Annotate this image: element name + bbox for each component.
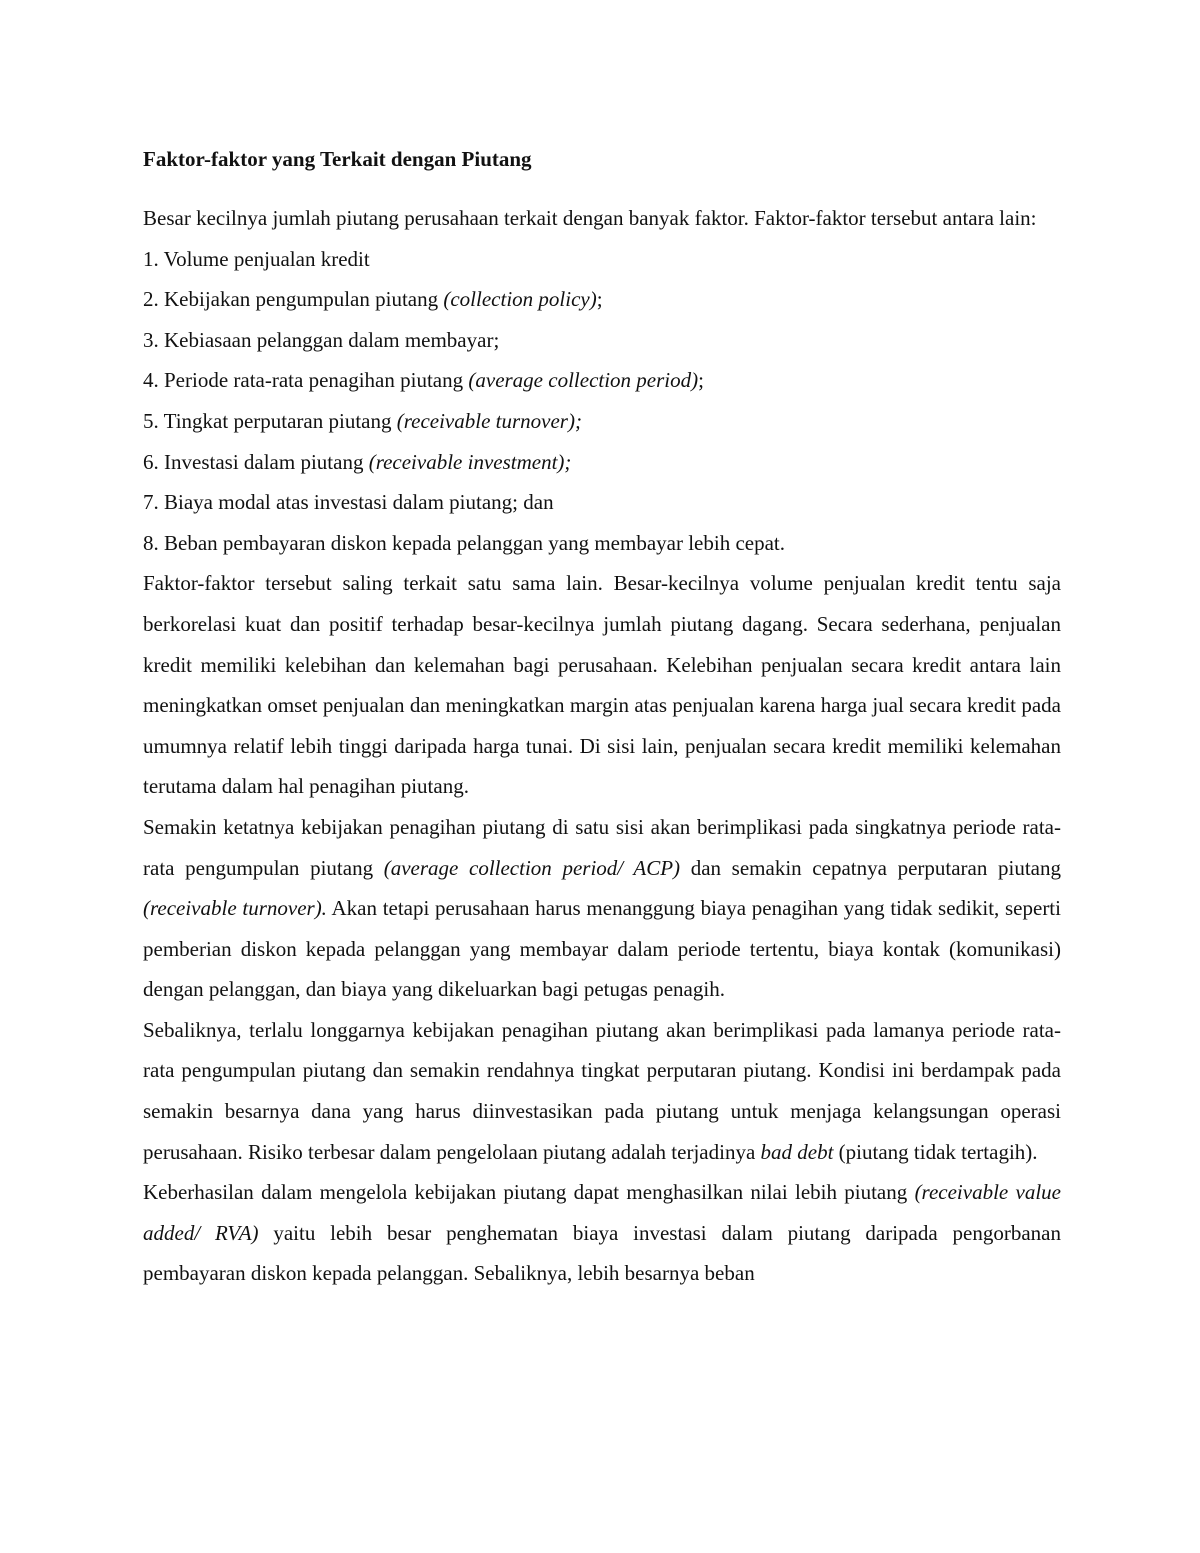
factor-list [143,239,1061,564]
document-title: Faktor-faktor yang Terkait dengan Piutang [143,147,532,171]
list-item: 8. Beban pembayaran diskon kepada pelanggan yang membayar lebih cepat. [143,530,786,555]
body-paragraph-1: Faktor-faktor tersebut saling terkait satu sama lain. Besar-kecilnya volume penjualan kredit tentu saja berkorelasi kuat dan positif terhadap besar-kecilnya jumlah piutang dagang. Secara sederhana, penjualan kredit memiliki kelebihan dan kelemahan bagi perusahaan. Kelebihan penjualan secara kredit antara lain meningkatkan omset penjualan dan meningkatkan margin atas penjualan karena harga jual secara kredit pada umumnya relatif lebih tinggi daripada harga tunai. Di sisi lain, penjualan secara kredit memiliki kelemahan terutama dalam hal penagihan piutang. [143,571,1061,799]
list-item: 5. Tingkat perputaran piutang (receivable turnover); [143,408,582,433]
list-item: 6. Investasi dalam piutang (receivable investment); [143,449,572,474]
list-item: 2. Kebijakan pengumpulan piutang (collection policy); [143,287,603,312]
body-paragraph-3: Sebaliknya, terlalu longgarnya kebijakan penagihan piutang akan berimplikasi pada lamanya periode rata-rata pengumpulan piutang dan semakin rendahnya tingkat perputaran piutang. Kondisi ini berdampak pada semakin besarnya dana yang harus diinvestasikan pada piutang untuk menjaga kelangsungan operasi perusahaan. Risiko terbesar dalam pengelolaan piutang adalah terjadinya bad debt (piutang tidak tertagih). [143,1017,1061,1164]
body-paragraph-2: Semakin ketatnya kebijakan penagihan piutang di satu sisi akan berimplikasi pada singkatnya periode rata-rata pengumpulan piutang (average collection period/ ACP) dan semakin cepatnya perputaran piutang (receivable turnover). Akan tetapi perusahaan harus menanggung biaya penagihan yang tidak sedikit, seperti pemberian diskon kepada pelanggan yang membayar dalam periode tertentu, biaya kontak (komunikasi) dengan pelanggan, dan biaya yang dikeluarkan bagi petugas penagih. [143,814,1061,1002]
list-item: 3. Kebiasaan pelanggan dalam membayar; [143,327,500,352]
document-body [143,139,1061,1294]
list-item: 7. Biaya modal atas investasi dalam piutang; dan [143,490,554,515]
intro-paragraph: Besar kecilnya jumlah piutang perusahaan terkait dengan banyak faktor. Faktor-faktor tersebut antara lain: [143,206,1037,230]
body-paragraph-4: Keberhasilan dalam mengelola kebijakan piutang dapat menghasilkan nilai lebih piutang (receivable value added/ RVA) yaitu lebih besar penghematan biaya investasi dalam piutang daripada pengorbanan pembayaran diskon kepada pelanggan. Sebaliknya, lebih besarnya beban [143,1180,1061,1286]
list-item: 4. Periode rata-rata penagihan piutang (average collection period); [143,368,704,393]
list-item: 1. Volume penjualan kredit [143,246,370,271]
